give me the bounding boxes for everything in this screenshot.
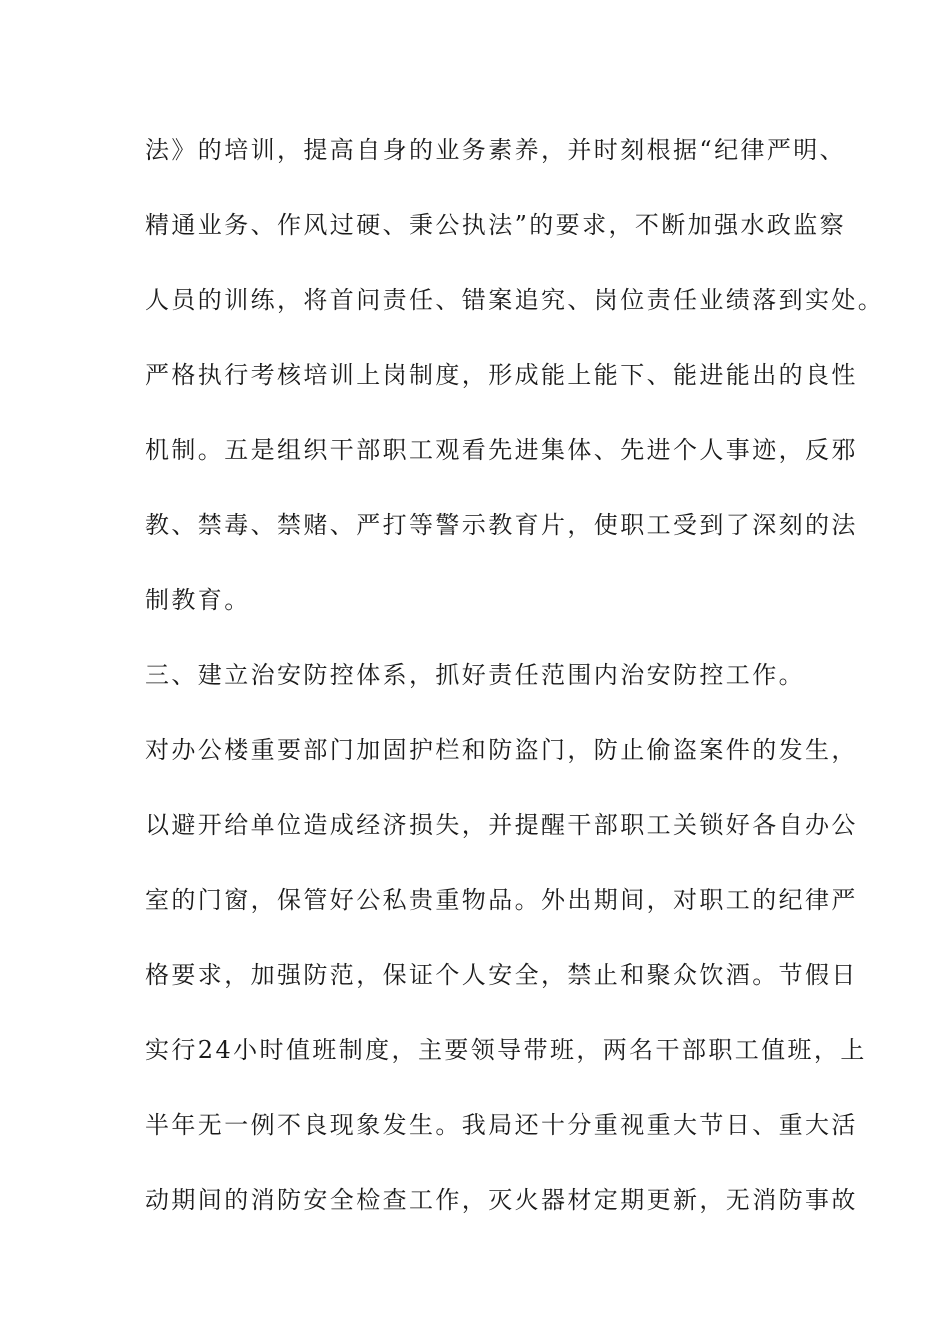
text-line: 人员的训练，将首问责任、错案追究、岗位责任业绩落到实处。 <box>145 286 885 314</box>
text-line: 半年无一例不良现象发生。我局还十分重视重大节日、重大活 <box>145 1111 858 1139</box>
text-line: 实行24小时值班制度，主要领导带班，两名干部职工值班，上 <box>145 1036 867 1064</box>
text-line: 对办公楼重要部门加固护栏和防盗门，防止偷盗案件的发生， <box>145 736 858 764</box>
text-line: 精通业务、作风过硬、秉公执法”的要求，不断加强水政监察 <box>145 211 847 239</box>
body-text <box>145 128 885 1253</box>
text-line: 以避开给单位造成经济损失，并提醒干部职工关锁好各自办公 <box>145 811 858 839</box>
text-line: 室的门窗，保管好公私贵重物品。外出期间，对职工的纪律严 <box>145 886 858 914</box>
text-line: 法》的培训，提高自身的业务素养，并时刻根据“纪律严明、 <box>145 136 847 164</box>
text-line: 教、禁毒、禁赌、严打等警示教育片，使职工受到了深刻的法 <box>145 511 858 539</box>
section-heading: 三、建立治安防控体系，抓好责任范围内治安防控工作。 <box>145 661 805 689</box>
text-line: 制教育。 <box>145 586 251 614</box>
text-line: 严格执行考核培训上岗制度，形成能上能下、能进能出的良性 <box>145 361 858 389</box>
text-line: 动期间的消防安全检查工作，灭火器材定期更新，无消防事故 <box>145 1186 858 1214</box>
text-line: 格要求，加强防范，保证个人安全，禁止和聚众饮酒。节假日 <box>145 961 858 989</box>
text-line: 机制。五是组织干部职工观看先进集体、先进个人事迹，反邪 <box>145 436 858 464</box>
